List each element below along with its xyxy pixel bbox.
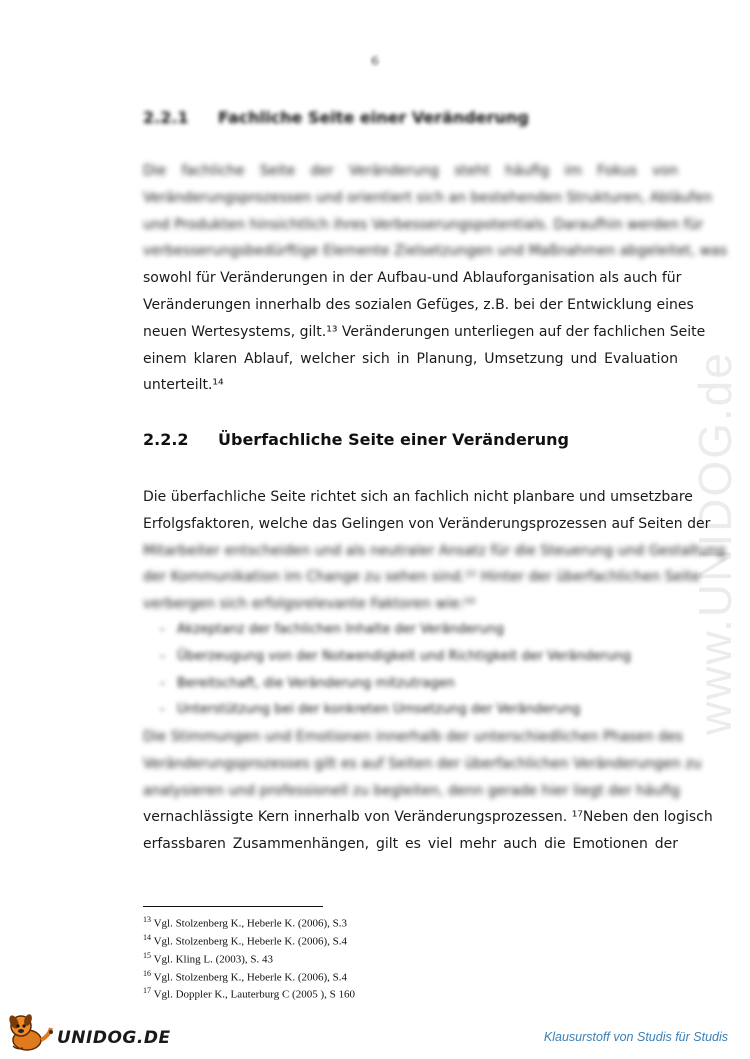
list-item: - Bereitschaft, die Veränderung mitzutragen bbox=[160, 675, 455, 691]
text-line: vernachlässigte Kern innerhalb von Veränderungsprozessen. ¹⁷Neben den logisch bbox=[143, 809, 713, 826]
section-title: Fachliche Seite einer Veränderung bbox=[218, 108, 529, 127]
text-line: der Kommunikation im Change zu sehen sind.¹⁵ Hinter der überfachlichen Seite bbox=[143, 569, 701, 586]
footnote: $^{17}$ Vgl. Doppler K., Lauterburg C (2005 ), S 160 bbox=[143, 986, 355, 1002]
text-line: neuen Wertesystems, gilt.¹³ Veränderungen unterliegen auf der fachlichen Seite bbox=[143, 323, 706, 340]
text-line: Die überfachliche Seite richtet sich an fachlich nicht planbare und umsetzbare bbox=[143, 489, 693, 505]
bullet-list bbox=[160, 617, 680, 724]
text-line: verbergen sich erfolgsrelevante Faktoren wie:¹⁶ bbox=[143, 596, 476, 613]
dog-mascot-icon bbox=[5, 1010, 65, 1054]
watermark: www.UNIDOG.de bbox=[689, 351, 741, 735]
unidog-logo[interactable] bbox=[5, 1010, 171, 1052]
text-line: sowohl für Veränderungen in der Aufbau-und Ablauforganisation als auch für bbox=[143, 270, 682, 287]
list-item: - Unterstützung bei der konkreten Umsetzung der Veränderung bbox=[160, 702, 581, 718]
paragraph-fachliche-seite bbox=[143, 158, 728, 399]
footnote-separator bbox=[143, 906, 323, 907]
text-line: verbesserungsbedürftige Elemente Zielsetzungen und Maßnahmen abgeleitet, was bbox=[143, 243, 728, 260]
logo-text: UNIDOG.DE bbox=[57, 1028, 171, 1048]
section-heading-2-2-2 bbox=[143, 430, 569, 449]
text-line: Mitarbeiter entscheiden und als neutraler Ansatz für die Steuerung und Gestaltung bbox=[143, 542, 726, 559]
section-number: 2.2.2 bbox=[143, 430, 189, 449]
list-item: - Überzeugung von der Notwendigkeit und Richtigkeit der Veränderung bbox=[160, 648, 631, 664]
text-line: Erfolgsfaktoren, welche das Gelingen von Veränderungsprozessen auf Seiten der bbox=[143, 515, 711, 532]
footnote: $^{13}$ Vgl. Stolzenberg K., Heberle K. (2006), S.3 bbox=[143, 915, 348, 930]
paragraph-emotionen bbox=[143, 724, 713, 858]
list-item: - Akzeptanz der fachlichen Inhalte der Veränderung bbox=[160, 622, 504, 637]
text-line: Veränderungsprozesses gilt es auf Seiten der überfachlichen Veränderungen zu bbox=[143, 755, 702, 772]
footnotes bbox=[143, 913, 355, 1002]
text-line: Die fachliche Seite der Veränderung steht häufig im Fokus von bbox=[143, 163, 678, 179]
text-line: Veränderungsprozessen und orientiert sich an bestehenden Strukturen, Abläufen bbox=[143, 189, 713, 206]
text-line: unterteilt.¹⁴ bbox=[143, 377, 224, 394]
footnote: $^{16}$ Vgl. Stolzenberg K., Heberle K. (2006), S.4 bbox=[143, 968, 348, 984]
footnote: $^{15}$ Vgl. Kling L. (2003), S. 43 bbox=[143, 950, 274, 966]
text-line: und Produkten hinsichtlich ihres Verbesserungspotentials. Daraufhin werden für bbox=[143, 216, 704, 233]
text-line: Veränderungen innerhalb des sozialen Gefüges, z.B. bei der Entwicklung eines bbox=[143, 296, 694, 313]
page-number: 6 bbox=[371, 54, 379, 68]
slogan: Klausurstoff von Studis für Studis bbox=[543, 1030, 728, 1044]
section-number: 2.2.1 bbox=[143, 108, 189, 127]
text-line: Die Stimmungen und Emotionen innerhalb der unterschiedlichen Phasen des bbox=[143, 729, 683, 745]
text-line: erfassbaren Zusammenhängen, gilt es viel mehr auch die Emotionen der bbox=[143, 836, 678, 853]
footnote: $^{14}$ Vgl. Stolzenberg K., Heberle K. (2006), S.4 bbox=[143, 932, 348, 948]
text-line: einem klaren Ablauf, welcher sich in Planung, Umsetzung und Evaluation bbox=[143, 350, 678, 367]
text-line: analysieren und professionell zu begleiten, denn gerade hier liegt der häufig bbox=[143, 782, 681, 799]
paragraph-ueberfachliche-seite bbox=[143, 484, 726, 618]
section-title: Überfachliche Seite einer Veränderung bbox=[218, 430, 569, 449]
section-heading-2-2-1 bbox=[143, 108, 529, 127]
